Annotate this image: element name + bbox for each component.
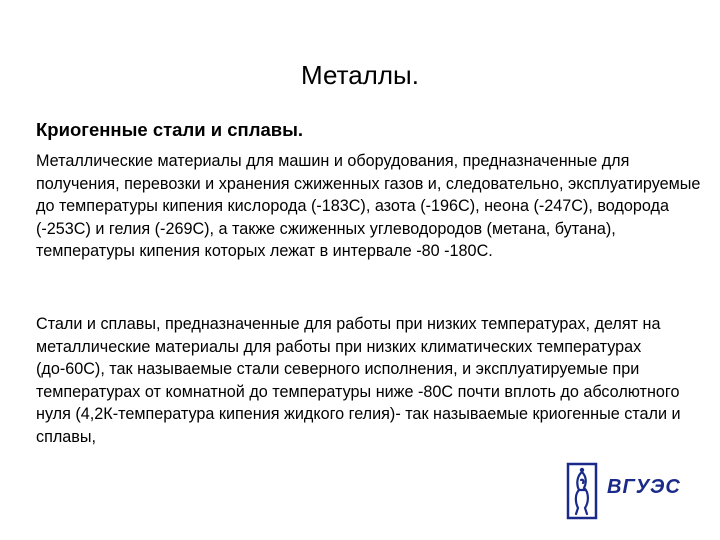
- university-logo: [565, 462, 695, 522]
- paragraph-low-temperature-steels: Стали и сплавы, предназначенные для работы при низких температурах, делят на металлические материалы для работы при низких климатических температурах (до-60С), так называемые стали северного исполнения, и эксплуатируемые при температурах от комнатной до температуры ниже -80С почти вплоть до абсолютного нуля (4,2К-температура кипения жидкого гелия)- так называемые криогенные стали и сплавы,: [36, 315, 681, 446]
- slide-title: Металлы.: [301, 60, 419, 90]
- university-emblem-icon: [565, 462, 605, 522]
- logo-text: ВГУЭС: [607, 476, 681, 498]
- paragraph-cryogenic-materials: Металлические материалы для машин и оборудования, предназначенные для получения, перевозки и хранения сжиженных газов и, следовательно, эксплуатируемые до температуры кипения кислорода (-183С), азота (-196С), неона (-247С), водорода (-253С) и гелия (-269С), а также сжиженных углеводородов (метана, бутана), температуры кипения которых лежат в интервале -80 -180С.: [36, 152, 701, 261]
- slide-subtitle: Криогенные стали и сплавы.: [36, 119, 304, 140]
